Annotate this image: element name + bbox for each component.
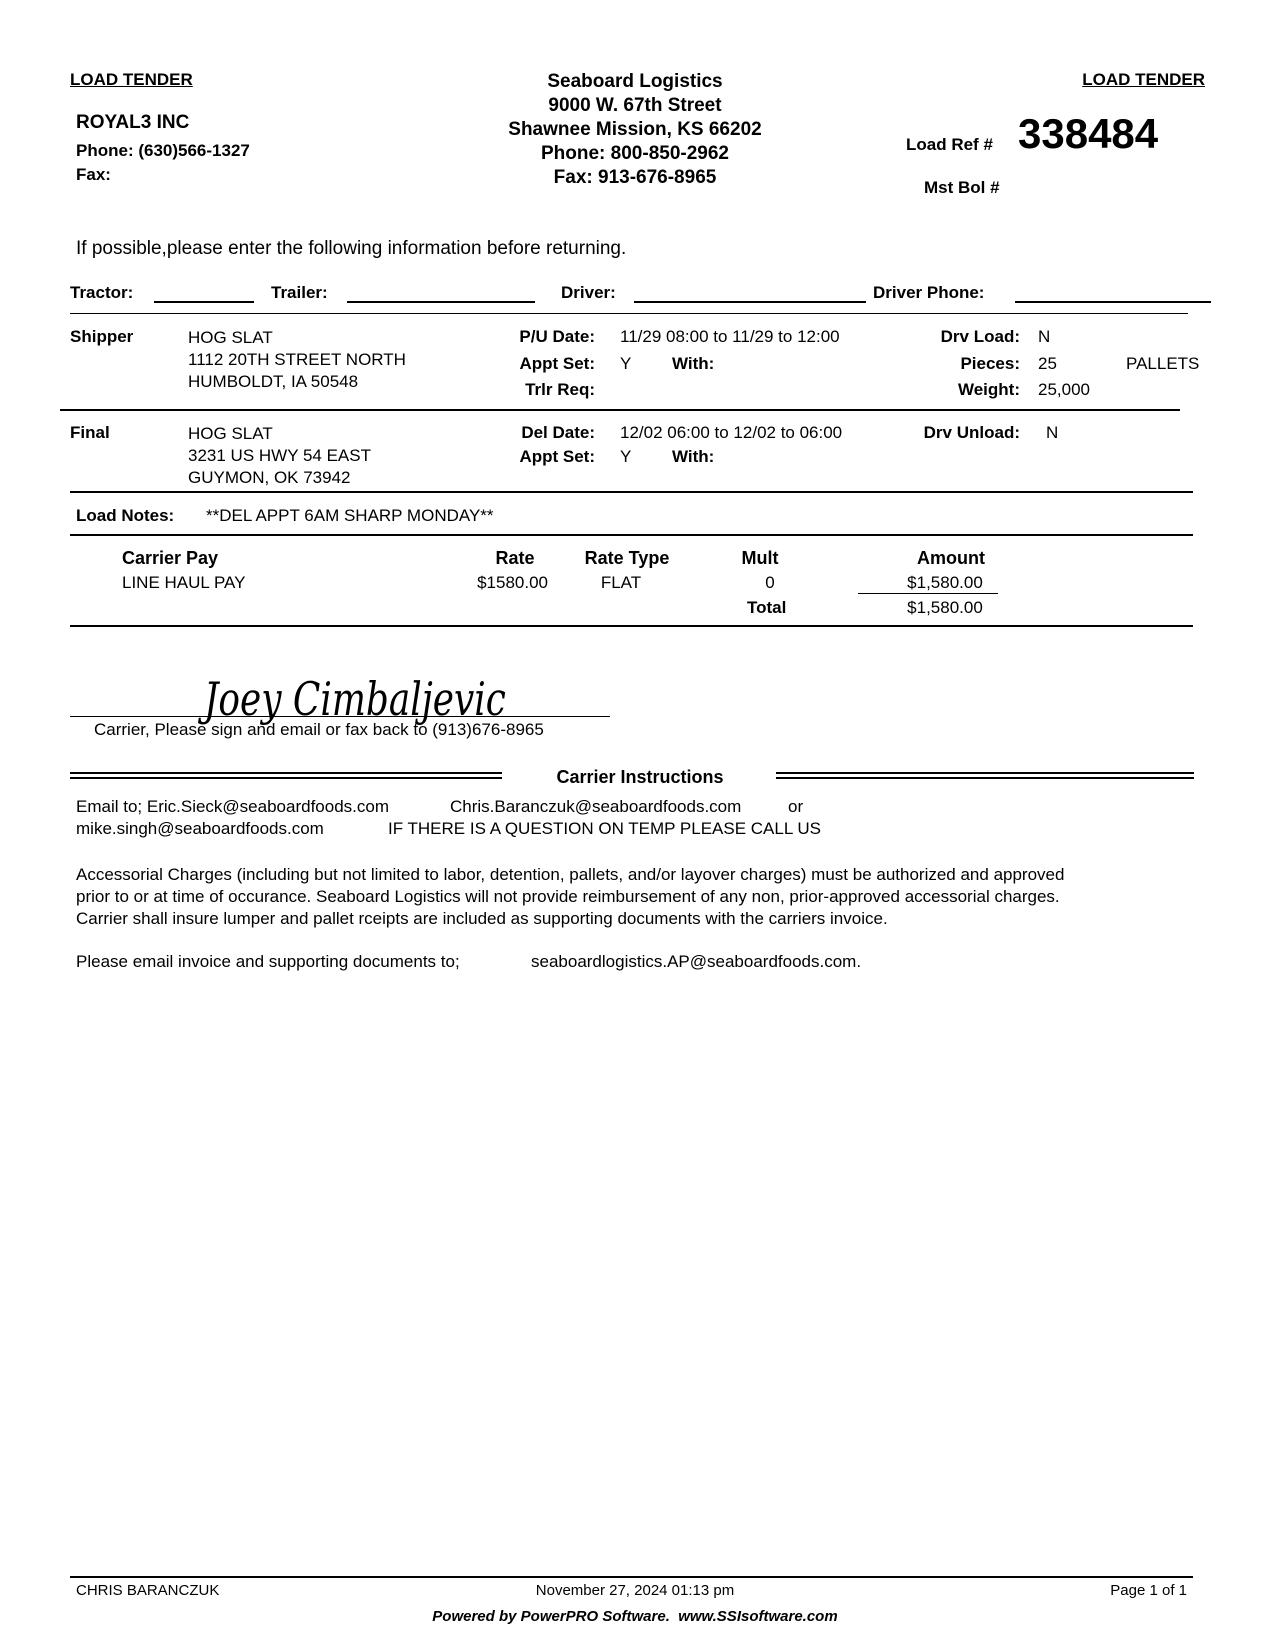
shipper-city: HUMBOLDT, IA 50548 bbox=[188, 372, 359, 391]
shipper-address-block bbox=[188, 327, 406, 393]
company-street: 9000 W. 67th Street bbox=[548, 95, 722, 116]
mult-header: Mult bbox=[741, 548, 779, 568]
instructions-rule-left bbox=[70, 772, 502, 779]
final-label: Final bbox=[70, 423, 110, 442]
footer-user: CHRIS BARANCZUK bbox=[76, 1582, 220, 1599]
carrier-fax: Fax: bbox=[76, 165, 111, 184]
company-block bbox=[440, 70, 830, 190]
load-notes-label: Load Notes: bbox=[76, 506, 175, 525]
final-city: GUYMON, OK 73942 bbox=[188, 468, 351, 487]
load-ref-number: 338484 bbox=[1018, 110, 1159, 157]
company-name: Seaboard Logistics bbox=[547, 71, 723, 92]
final-appt-set-value: Y bbox=[620, 447, 632, 466]
line-haul-rate: $1580.00 bbox=[477, 573, 548, 592]
drv-unload-value: N bbox=[1046, 423, 1059, 442]
del-date-label: Del Date: bbox=[521, 423, 595, 442]
footer-powered-by: Powered by PowerPRO Software. www.SSIsoftware.com bbox=[432, 1608, 838, 1625]
trlr-req-label: Trlr Req: bbox=[525, 380, 595, 399]
accessorial-charges-text bbox=[76, 864, 1064, 930]
pieces-value: 25 bbox=[1038, 354, 1057, 373]
company-city: Shawnee Mission, KS 66202 bbox=[508, 119, 762, 140]
amount-header: Amount bbox=[917, 548, 985, 568]
total-label: Total bbox=[747, 598, 787, 617]
trailer-blank[interactable] bbox=[347, 301, 535, 303]
carrier-signature: Joey Cimbaljevic bbox=[204, 672, 506, 726]
load-notes-value: **DEL APPT 6AM SHARP MONDAY** bbox=[206, 506, 494, 525]
shipper-street: 1112 20TH STREET NORTH bbox=[188, 350, 406, 369]
divider bbox=[70, 625, 1193, 627]
line-haul-amount: $1,580.00 bbox=[907, 573, 983, 592]
final-street: 3231 US HWY 54 EAST bbox=[188, 446, 371, 465]
accessorial-line-2: prior to or at time of occurance. Seaboard Logistics will not provide reimbursement of any non, prior-approved accessorial charges. bbox=[76, 887, 1060, 906]
carrier-phone: Phone: (630)566-1327 bbox=[76, 141, 250, 160]
accessorial-line-1: Accessorial Charges (including but not limited to labor, detention, pallets, and/or layover charges) must be authorized and approved bbox=[76, 865, 1065, 884]
amount-underline bbox=[858, 593, 998, 594]
invoice-email[interactable]: seaboardlogistics.AP@seaboardfoods.com. bbox=[531, 952, 862, 971]
invoice-instruction: Please email invoice and supporting documents to; bbox=[76, 952, 460, 971]
email-line1-a[interactable]: Email to; Eric.Sieck@seaboardfoods.com bbox=[76, 797, 389, 816]
company-fax: Fax: 913-676-8965 bbox=[553, 167, 717, 188]
final-appt-set-label: Appt Set: bbox=[519, 447, 595, 466]
line-haul-description: LINE HAUL PAY bbox=[122, 573, 246, 592]
driver-blank[interactable] bbox=[634, 301, 866, 303]
driver-phone-blank[interactable] bbox=[1015, 301, 1211, 303]
driver-phone-label: Driver Phone: bbox=[873, 283, 985, 302]
carrier-name: ROYAL3 INC bbox=[76, 112, 190, 133]
drv-load-label: Drv Load: bbox=[940, 327, 1020, 346]
shipper-name: HOG SLAT bbox=[188, 328, 273, 347]
drv-load-value: N bbox=[1038, 327, 1051, 346]
pieces-label: Pieces: bbox=[960, 354, 1020, 373]
signature-line[interactable] bbox=[70, 716, 610, 717]
load-tender-title-right: LOAD TENDER bbox=[1082, 70, 1205, 89]
accessorial-line-3: Carrier shall insure lumper and pallet rceipts are included as supporting documents with the carriers invoice. bbox=[76, 909, 888, 928]
tractor-blank[interactable] bbox=[154, 301, 254, 303]
shipper-label: Shipper bbox=[70, 327, 134, 346]
divider bbox=[70, 534, 1193, 536]
total-value: $1,580.00 bbox=[907, 598, 983, 617]
final-name: HOG SLAT bbox=[188, 424, 273, 443]
divider bbox=[70, 313, 1188, 314]
weight-label: Weight: bbox=[957, 380, 1020, 399]
email-line1-b[interactable]: Chris.Baranczuk@seaboardfoods.com bbox=[450, 797, 742, 816]
footer-divider bbox=[70, 1576, 1193, 1578]
pieces-unit: PALLETS bbox=[1126, 354, 1200, 373]
load-tender-title-left: LOAD TENDER bbox=[70, 70, 193, 89]
instructions-rule-right bbox=[776, 772, 1194, 779]
email-line2-a[interactable]: mike.singh@seaboardfoods.com bbox=[76, 819, 324, 838]
footer-page-number: Page 1 of 1 bbox=[1110, 1582, 1187, 1599]
weight-value: 25,000 bbox=[1038, 380, 1090, 399]
driver-label: Driver: bbox=[561, 283, 616, 302]
shipper-appt-set-label: Appt Set: bbox=[519, 354, 595, 373]
pu-date-label: P/U Date: bbox=[519, 327, 595, 346]
temp-question-note: IF THERE IS A QUESTION ON TEMP PLEASE CALL US bbox=[388, 819, 822, 838]
shipper-appt-set-value: Y bbox=[620, 354, 632, 373]
email-line1-c: or bbox=[788, 797, 804, 816]
rate-header: Rate bbox=[495, 548, 535, 568]
load-ref-label: Load Ref # bbox=[906, 135, 993, 154]
rate-type-header: Rate Type bbox=[584, 548, 670, 568]
divider bbox=[70, 491, 1193, 493]
footer-datetime: November 27, 2024 01:13 pm bbox=[535, 1582, 735, 1599]
tractor-label: Tractor: bbox=[70, 283, 134, 302]
carrier-pay-header: Carrier Pay bbox=[122, 548, 219, 568]
trailer-label: Trailer: bbox=[271, 283, 328, 302]
del-date-value: 12/02 06:00 to 12/02 to 06:00 bbox=[620, 423, 843, 442]
instruction-text: If possible,please enter the following information before returning. bbox=[76, 238, 627, 259]
line-haul-rate-type: FLAT bbox=[600, 573, 642, 592]
company-phone: Phone: 800-850-2962 bbox=[541, 143, 729, 164]
pu-date-value: 11/29 08:00 to 11/29 to 12:00 bbox=[620, 327, 840, 346]
drv-unload-label: Drv Unload: bbox=[923, 423, 1020, 442]
signature-caption: Carrier, Please sign and email or fax back to (913)676-8965 bbox=[94, 720, 544, 739]
mst-bol-label: Mst Bol # bbox=[924, 178, 1000, 197]
carrier-instructions-title: Carrier Instructions bbox=[556, 767, 724, 787]
final-address-block bbox=[188, 423, 371, 489]
final-with-label: With: bbox=[672, 447, 715, 466]
line-haul-mult: 0 bbox=[765, 573, 775, 592]
divider bbox=[60, 409, 1180, 411]
shipper-with-label: With: bbox=[672, 354, 715, 373]
